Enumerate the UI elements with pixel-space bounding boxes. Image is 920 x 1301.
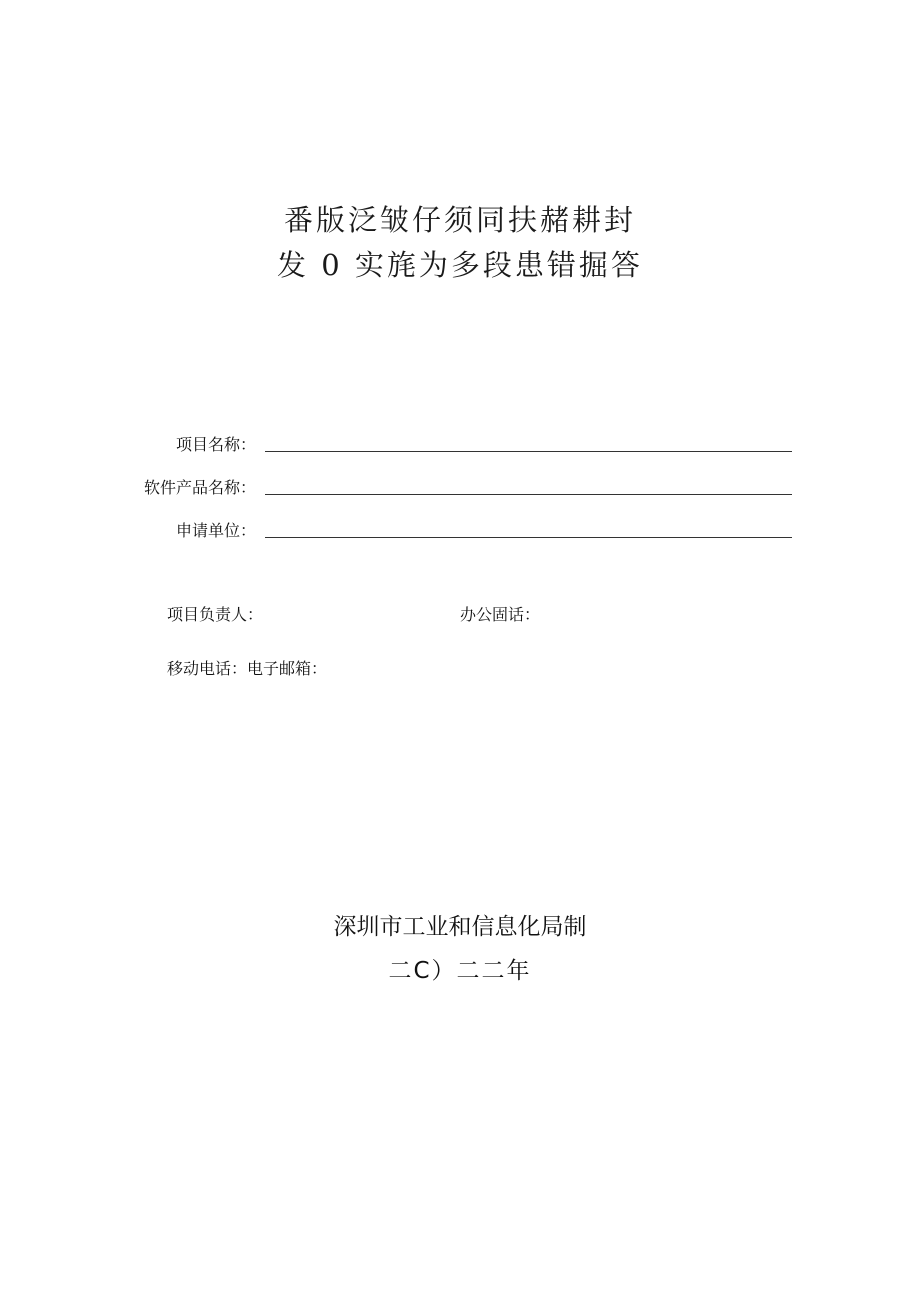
project-name-blank-line <box>265 451 792 452</box>
project-name-label: 项目名称： <box>175 435 256 454</box>
document-title-line-2: 发 0 实旄为多段患错掘答 <box>277 248 643 282</box>
applicant-row <box>0 520 920 546</box>
document-title-line-1: 番版泛皱仔须同扶赭耕封 <box>283 203 636 237</box>
software-name-blank-line <box>265 494 792 495</box>
office-phone-label: 办公固话： <box>460 605 541 624</box>
applicant-blank-line <box>265 537 792 538</box>
software-name-label: 软件产品名称： <box>143 478 256 497</box>
issuing-organization: 深圳市工业和信息化局制 <box>333 914 587 940</box>
project-name-row <box>0 434 920 460</box>
mobile-email-label: 移动电话：电子邮箱： <box>167 659 328 678</box>
issue-year: 二C）二二年 <box>388 958 532 984</box>
applicant-label: 申请单位： <box>175 521 256 540</box>
software-name-row <box>0 477 920 503</box>
project-leader-label: 项目负责人： <box>167 605 264 624</box>
